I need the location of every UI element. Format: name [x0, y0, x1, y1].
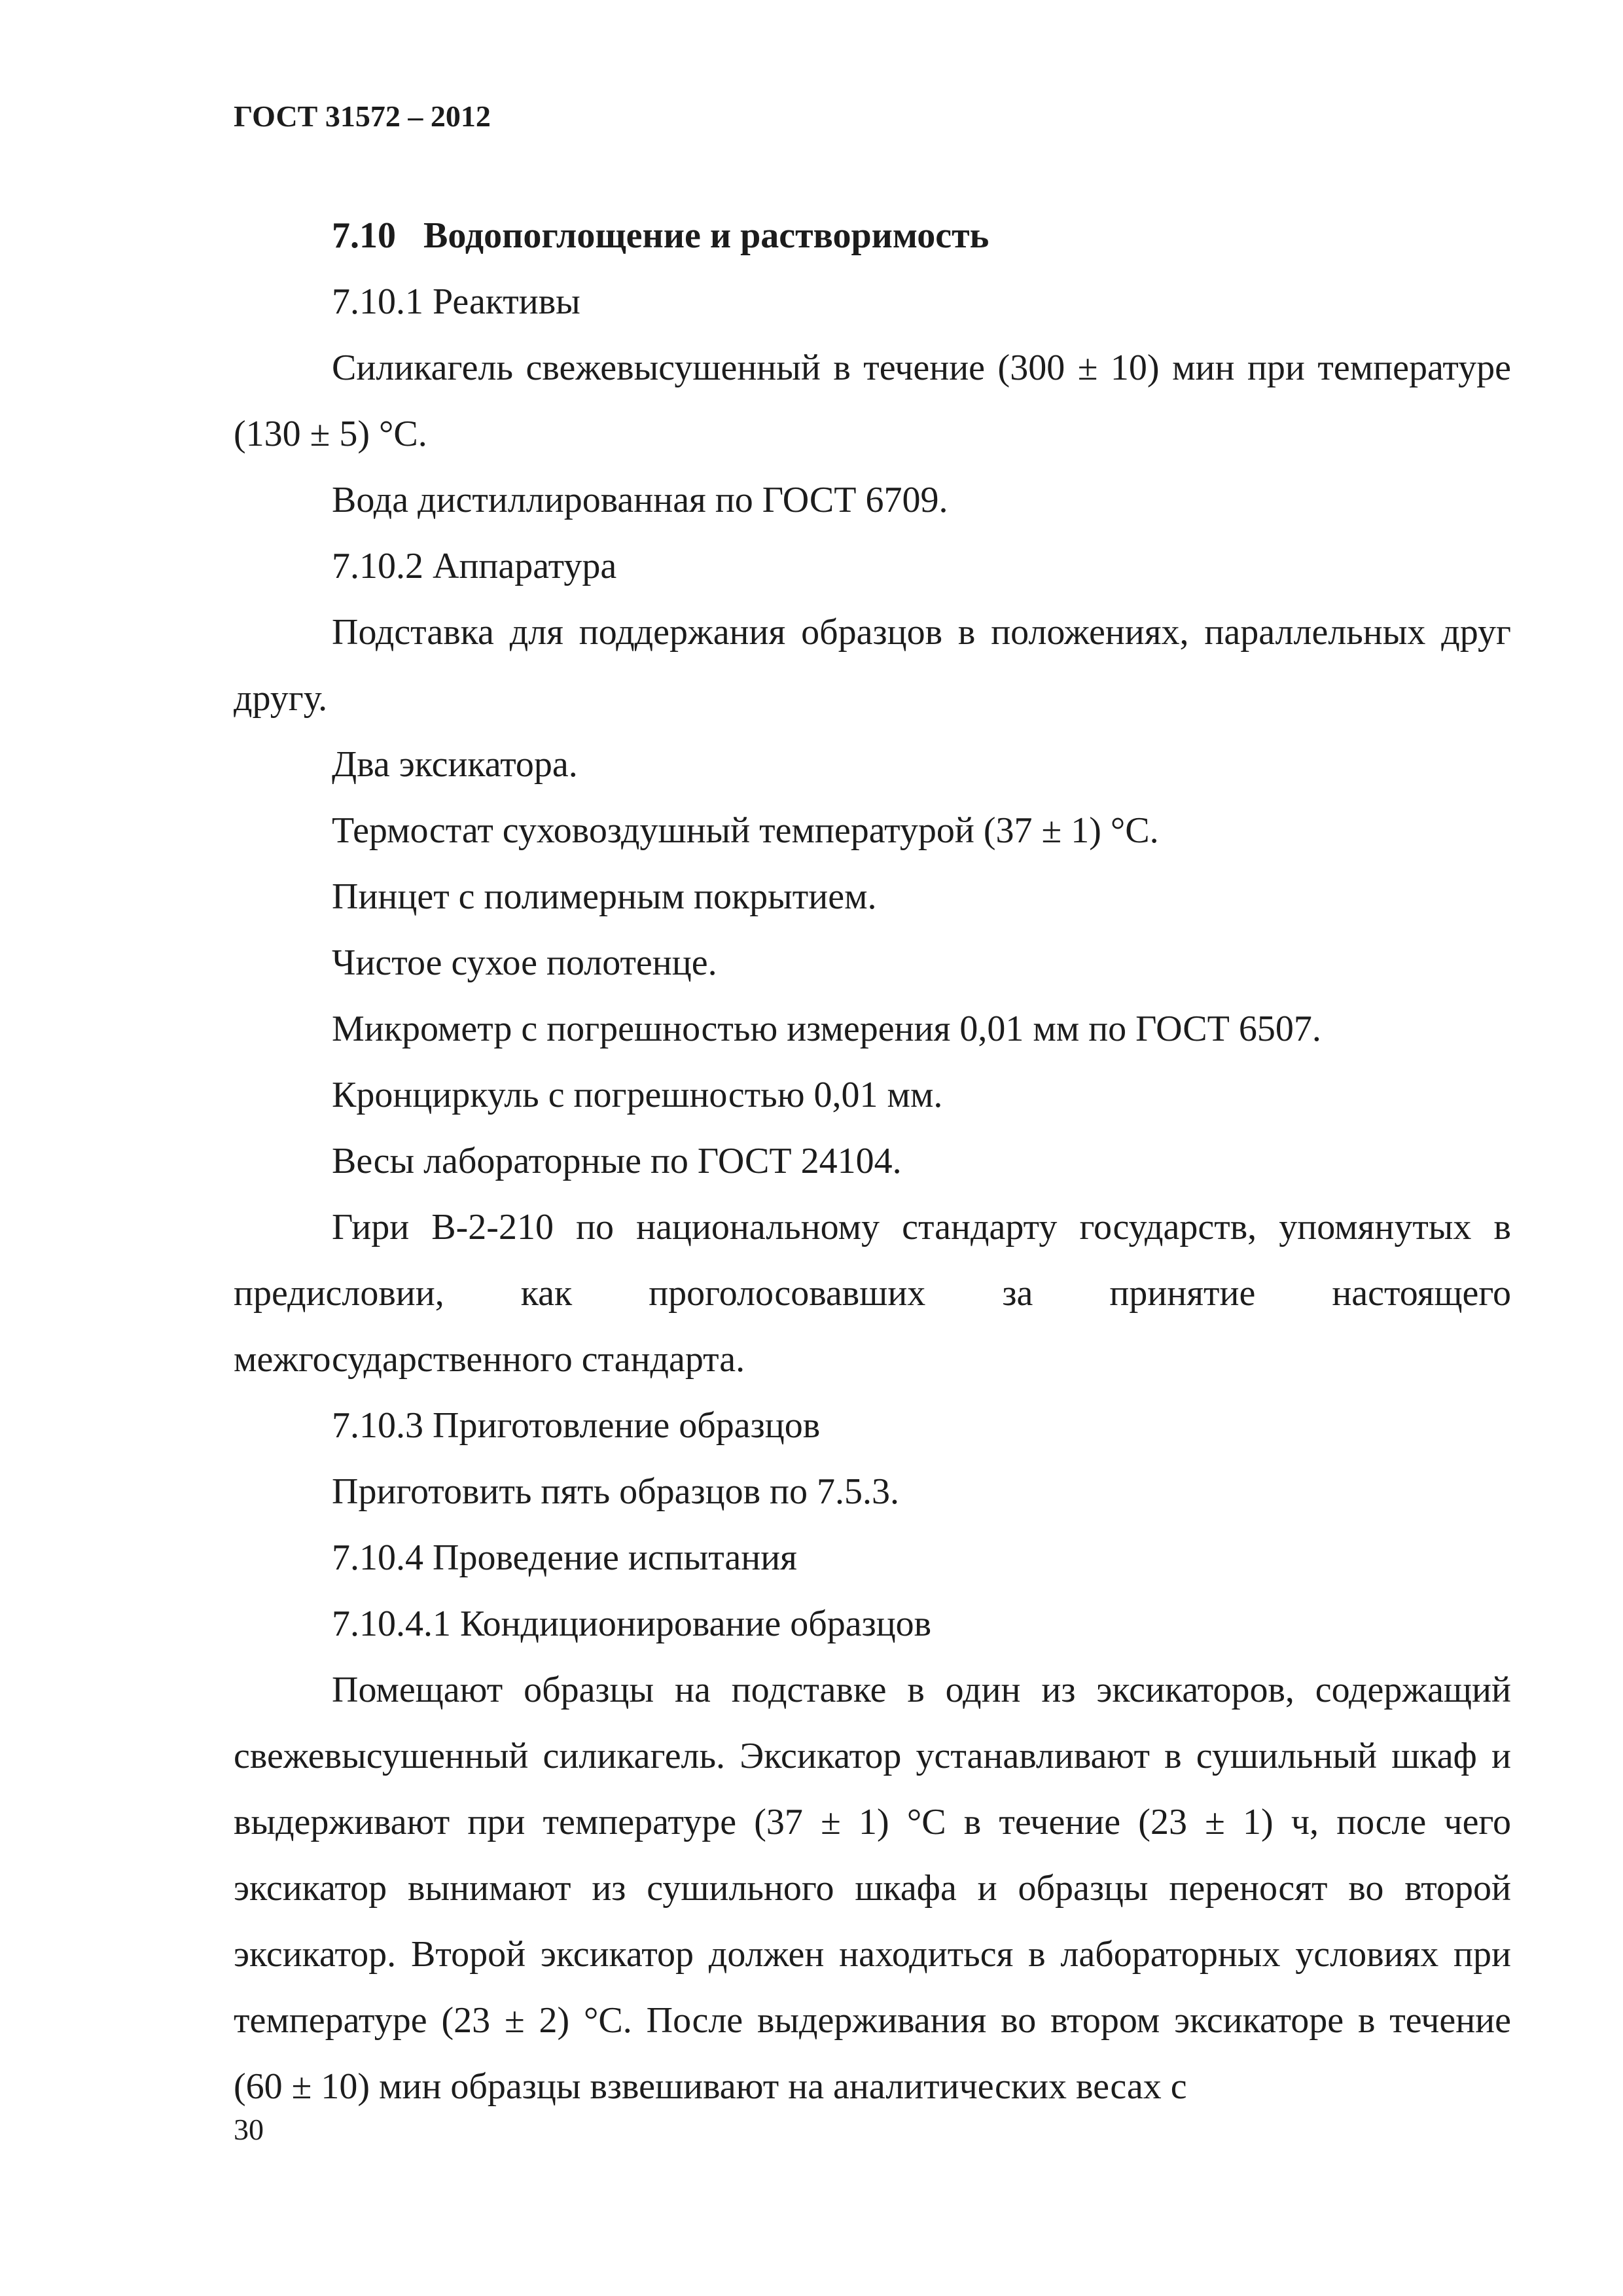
paragraph: Чистое сухое полотенце. — [332, 942, 717, 983]
subsection-heading: 7.10.4.1 Кондиционирование образцов — [332, 1604, 932, 1644]
paragraph: Гири В-2-210 по национальному стандарту государств, упомянутых в предисловии, как проголосовавших за принятие настоящего межгосударственного стандарта. — [234, 1207, 1511, 1380]
page-number: 30 — [234, 2113, 264, 2146]
subsection-heading: 7.10.2 Аппаратура — [332, 546, 617, 586]
subsection-heading: 7.10.4 Проведение испытания — [332, 1537, 797, 1578]
paragraph: Подставка для поддержания образцов в положениях, параллельных друг другу. — [234, 612, 1511, 719]
document-code: ГОСТ 31572 – 2012 — [234, 99, 491, 133]
paragraph: Пинцет с полимерным покрытием. — [332, 876, 877, 917]
paragraph: Микрометр с погрешностью измерения 0,01 мм по ГОСТ 6507. — [332, 1009, 1321, 1049]
paragraph: Весы лабораторные по ГОСТ 24104. — [332, 1141, 902, 1181]
subsection-heading: 7.10.1 Реактивы — [332, 281, 580, 322]
document-body — [234, 203, 1511, 2120]
paragraph: Приготовить пять образцов по 7.5.3. — [332, 1471, 899, 1512]
paragraph: Силикагель свежевысушенный в течение (300 ± 10) мин при температуре (130 ± 5) °С. — [234, 348, 1511, 454]
section-title: Водопоглощение и растворимость — [423, 215, 990, 256]
section-heading — [234, 203, 1511, 269]
paragraph: Кронциркуль с погрешностью 0,01 мм. — [332, 1075, 943, 1115]
subsection-heading: 7.10.3 Приготовление образцов — [332, 1405, 821, 1446]
paragraph: Термостат суховоздушный температурой (37 ± 1) °С. — [332, 810, 1159, 851]
paragraph: Вода дистиллированная по ГОСТ 6709. — [332, 480, 948, 520]
paragraph: Помещают образцы на подставке в один из эксикаторов, содержащий свежевысушенный силикагель. Эксикатор устанавливают в сушильный шкаф и выдерживают при температуре (37 ± 1) °С в течение (23 ± 1) ч, после чего эксикатор вынимают из сушильного шкафа и образцы переносят во второй эксикатор. Второй эксикатор должен находиться в лабораторных условиях при температуре (23 ± 2) °С. После выдерживания во втором эксикаторе в течение (60 ± 10) мин образцы взвешивают на аналитических весах с — [234, 1670, 1511, 2107]
section-number: 7.10 — [332, 215, 396, 256]
paragraph: Два эксикатора. — [332, 744, 578, 785]
